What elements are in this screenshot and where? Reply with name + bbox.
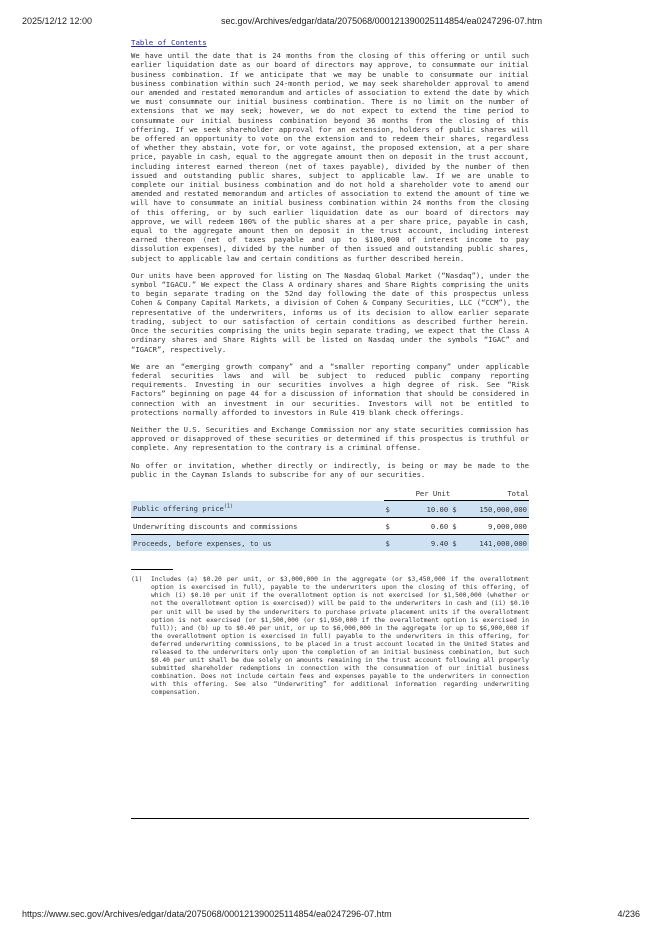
paragraph-nasdaq-listing-text: Our units have been approved for listing on The Nasdaq Global Market (“Nasdaq”), under the symbol “IGACU.” We expect the Class A ordinary shares and Share Rights comprising the units to begin separate trading on the 52nd day following the date of this prospectus unless Cohen & Company Capital Markets, a division of Cohen & Company Securities, LLC (“CCM”), the representative of the underwriters, informs us of its decision to allow earlier separate trading, subject to our satisfaction of certain conditions as described further herein. Once the securities comprising the units begin separate trading, we expect that the Class A ordinary shares and Share Rights will be listed on Nasdaq under the symbols “IGAC” and “IGACR”, respectively. [131,270,529,354]
total-value: 141,000,000 [468,535,529,552]
page-bottom-divider [131,818,529,819]
prospectus-page [131,38,529,698]
currency-symbol: $ [450,501,468,518]
paragraph-business-combination: We have until the date that is 24 months from the closing of this offering or until such earlier liquidation date as our board of directors may approve, to consummate our initial business combination. If we anticipate that we may be unable to consummate our initial business combination within such 24-month period, we may seek shareholder approval to amend our amended and restated memorandum and articles of association to extend the date by which we must consummate our initial business combination. There is no limit on the number of extensions that we may seek; however, we do not expect to extend the time period to consummate our initial business combination beyond 36 months from the closing of this offering. If we seek shareholder approval for an extension, holders of public shares will be offered an opportunity to vote on the extension and to redeem their shares, regardless of whether they abstain, vote for, or vote against, the proposed extension, at a per share price, payable in cash, equal to the aggregate amount then on deposit in the trust account, including interest earned thereon (net of taxes payable), divided by the number of then issued and outstanding public shares, subject to applicable law. If we are unable to complete our initial business combination and do not hold a shareholder vote to amend our amended and restated memorandum and articles of association to extend the amount of time we will have to consummate an initial business combination within 24 months from the closing of this offering, or by such earlier liquidation date as our board of directors may approve, we will redeem 100% of the public shares at a per share price, payable in cash, equal to the aggregate amount then on deposit in the trust account, including interest earned thereon (net of taxes payable and up to $100,000 of interest income to pay dissolution expenses), divided by the number of then issued and outstanding public shares, subject to applicable law and certain conditions as further described herein. [131,51,529,263]
footnote-divider [131,569,173,570]
print-datetime: 2025/12/12 12:00 [22,16,93,26]
currency-symbol: $ [384,518,402,535]
footnote-text: Includes (a) $0.20 per unit, or $3,000,000 in the aggregate (or $3,450,000 if the overallotment option is exercised in full), payable to the underwriters upon the closing of this offering, of which (i) $0.10 per unit if the overallotment option is not exercised (or $1,500,000 (whether or not the overallotment option is exercised)) will be paid to the underwriters in cash and (ii) $0.10 per unit will be used by the underwriters to purchase private placement units if the overallotment option is not exercised (or $1,500,000 (or $1,950,000 if the overallotment option is exercised in full)); and (b) up to $0.40 per unit, or up to $6,000,000 in the aggregate (or up to $6,900,000 if the overallotment option is exercised in full) payable to the underwriters in this offering, for deferred underwriting commissions, to be placed in a trust account located in the United States and released to the underwriters only upon the completion of an initial business combination, but such $0.40 per unit shall be due solely on amounts remaining in the trust account following all properly submitted shareholder redemptions in connection with the consummation of our initial business combination. Does not include certain fees and expenses payable to the underwriters in connection with this offering. See also “Underwriting” for additional information regarding underwriting compensation. [151,576,529,697]
browser-print-footer [0,909,662,923]
table-of-contents-link[interactable]: Table of Contents [131,38,207,47]
per-unit-value: 9.40 [402,535,450,552]
print-url: https://www.sec.gov/Archives/edgar/data/2075068/000121390025114854/ea0247296-07.htm [22,909,392,919]
browser-print-header [0,16,662,30]
header-per-unit: Per Unit [402,487,450,501]
per-unit-value: 10.00 [402,501,450,518]
row-label: Proceeds, before expenses, to us [131,535,384,552]
table-row [131,501,529,518]
currency-symbol: $ [384,535,402,552]
row-label: Public offering price$^{(1)}$ [131,501,384,518]
per-unit-value: 0.60 [402,518,450,535]
row-label: Underwriting discounts and commissions [131,518,384,535]
footnote [131,576,529,697]
total-value: 150,000,000 [468,501,529,518]
table-row [131,518,529,535]
total-value: 9,000,000 [468,518,529,535]
paragraph-sec-disclaimer: Neither the U.S. Securities and Exchange Commission nor any state securities commission has approved or disapproved of these securities or determined if this prospectus is truthful or complete. Any representation to the contrary is a criminal offense. [131,424,529,453]
paragraph-nasdaq-listing [131,271,529,354]
offering-table [131,487,529,551]
print-page-number: 4/236 [617,909,640,919]
footnote-marker: (1) [223,503,233,510]
table-header-row [131,487,529,501]
table-row [131,535,529,552]
footnote-number: (1) [131,576,143,584]
paragraph-emerging-growth: We are an “emerging growth company” and a “smaller reporting company” under applicable federal securities laws and will be subject to reduced public company reporting requirements. Investing in our securities involves a high degree of risk. See “Risk Factors” beginning on page 44 for a discussion of information that should be considered in connection with an investment in our securities. Investors will not be entitled to protections normally afforded to investors in Rule 419 blank check offerings. [131,361,529,417]
currency-symbol: $ [450,535,468,552]
currency-symbol: $ [450,518,468,535]
paragraph-cayman-offer: No offer or invitation, whether directly or indirectly, is being or may be made to the public in the Cayman Islands to subscribe for any of our securities. [131,460,529,479]
currency-symbol: $ [384,501,402,518]
header-total: Total [468,487,529,501]
print-page-title: sec.gov/Archives/edgar/data/2075068/000121390025114854/ea0247296-07.htm [221,16,543,26]
